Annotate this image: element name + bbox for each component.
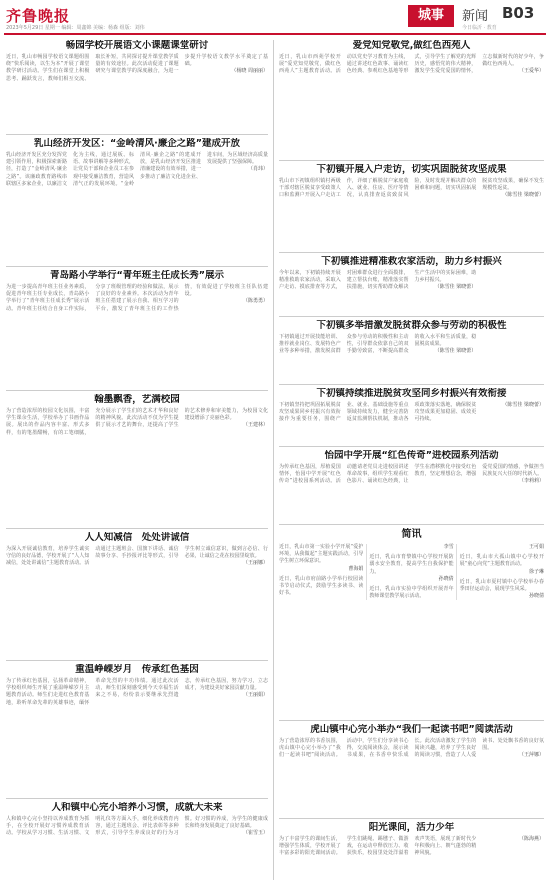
brief-item: 近日，乳山市第一实验小学开展“爱护环境，从我做起”主题实践活动，引导学生树立环保意识。 曹海娟 <box>279 544 364 572</box>
masthead-meta: 2023年5月29日 星期一 编辑：周鑫锦 美编：杨森 组版：刘伟 <box>6 25 145 31</box>
article-title: 下初镇持续推进脱贫攻坚同乡村振兴有效衔接 <box>316 388 507 399</box>
article-author: （王萍娜） <box>518 752 544 759</box>
article <box>279 164 544 250</box>
brief-item: 近日，乳山市大孤山镇中心学校开展“童心向党”主题教育活动。 徐子琳 <box>459 554 544 575</box>
article-author: （陈雪佳 梁晓蕾） <box>502 402 544 408</box>
news-briefs <box>279 528 544 718</box>
page-number: B03 <box>502 4 535 22</box>
article-body: 乳山经济开发区充分发挥党建引领作用，积极探索新路径，打造了“金岭清风·廉企之路”。该廉政教育路线串联辖区多家企业，以廉洁文化为主线，通过展板、标语、故事讲解等多种形式，让党员干部和企业员工在参观中接受廉洁教育，营造风清气正的发展环境。“金岭清风·廉企之路”的建成开放，是乳山经济开发区推进清廉建设的有效举措，进一步推动了廉洁文化进企业、进车间，为区域经济高质量发展提供了坚强保障。 （肖玮） <box>6 152 268 187</box>
article-title: 畅园学校开展语文小课题课堂研讨 <box>65 40 209 51</box>
article-title: 爱党知党敬党,做红色西苑人 <box>352 40 471 51</box>
edition-label: 新闻 <box>462 9 489 24</box>
article-author: （王丽娜） <box>242 560 268 567</box>
column-divider <box>273 40 274 880</box>
article <box>279 256 544 314</box>
article <box>6 138 268 264</box>
article-body: 下初镇坚持把巩固拓展脱贫攻坚成果同乡村振兴有效衔接作为重要任务，围绕产业、就业、基础设施等重点领域持续发力，健全完善防返贫监测帮扶机制，推动各项政策落实落地，确保脱贫攻坚成果更加稳固、成效更可持续。 （陈雪佳 梁晓蕾） <box>279 402 544 423</box>
article-author: （陈雪佳 梁晓蕾） <box>502 192 544 199</box>
briefs-header: 简讯 <box>401 529 422 540</box>
article <box>279 320 544 382</box>
article-divider <box>6 798 268 799</box>
article-title: 人人知减信 处处讲诚信 <box>84 532 190 543</box>
article <box>279 450 544 522</box>
article-author: （崔雪玉） <box>242 830 268 837</box>
article <box>6 532 268 658</box>
article-body: 为了营造浓厚的书香氛围，虎山镇中心完小举办了“我们一起读书吧”阅读活动。活动中，学生们分享读书心得，交流阅读体会，展示读书成果，在书香中快乐成长。此次活动激发了学生的阅读兴趣，培养了学生良好的阅读习惯，营造了人人爱读书、处处飘书香的良好氛围。 （王萍娜） <box>279 738 544 759</box>
article-title: 青岛路小学举行“青年班主任成长秀”展示 <box>50 270 224 281</box>
article-title: 重温峥嵘岁月 传承红色基因 <box>75 664 199 675</box>
article-body: 为了传承红色基因，弘扬革命精神，学校组织师生开展了重温峥嵘岁月主题教育活动。师生们走进红色教育基地，聆听革命先辈的英雄事迹，缅怀革命先烈的丰功伟绩。通过此次活动，师生们深刻感受到今天幸福生活来之不易，纷纷表示要继承先烈遗志，传承红色基因，努力学习，立志成才，为建设美好家园贡献力量。 （王丽娟） <box>6 678 268 706</box>
article-divider <box>279 316 544 317</box>
article <box>279 40 544 158</box>
article <box>279 822 544 882</box>
article-author: （杨晓 周丽丽） <box>231 68 268 75</box>
article-author: （王爱华） <box>518 68 544 75</box>
article-divider <box>279 446 544 447</box>
article-title: 人和镇中心完小培养小习惯，成就大未来 <box>51 802 223 813</box>
article-author: （陈海燕） <box>518 836 544 842</box>
article <box>6 664 268 796</box>
article-title: 乳山经济开发区：“金岭清风·廉企之路”建成开放 <box>33 138 241 149</box>
article <box>6 270 268 388</box>
article-divider <box>6 528 268 529</box>
article-body: 近日，乳山市畅园学校语文课题组围绕“快乐阅读，以生为本”开展了课堂教学研讨活动。学生们在课堂上积极思考、踊跃发言，教师们相互交流、取长补短，共同探讨提升课堂教学质量的有效途径。此次活动促进了课题研究与课堂教学的深度融合，为进一步提升学校语文教学水平奠定了基础。 （杨晓 周丽丽） <box>6 54 268 82</box>
article-divider <box>279 720 544 721</box>
article-title: 下初镇多举措激发脱贫群众参与劳动的积极性 <box>316 320 507 331</box>
article-body: 人和镇中心完小坚持以养成教育为抓手，在全校开展好习惯养成教育活动。学校从学习习惯、生活习惯、文明礼仪等方面入手，细化养成教育内容，通过主题班会、评比表彰等多种形式，引导学生养成良好的行为习惯。好习惯的养成，为学生的健康成长和终身发展奠定了良好基础。 （崔雪玉） <box>6 816 268 837</box>
article-divider <box>6 390 268 391</box>
article-divider <box>279 384 544 385</box>
article-author: （陈雪佳 梁晓蕾） <box>434 284 477 291</box>
article <box>6 802 268 882</box>
article-divider <box>6 134 268 135</box>
article-author: （李莉莉） <box>518 478 544 485</box>
article-title: 虎山镇中心完小举办“我们一起读书吧”阅读活动 <box>310 724 513 735</box>
article-body: 乳山市下初镇组织镇村两级干部对辖区脱贫享受政策人口和监测户开展入户走访工作，详细了解脱贫户家庭收入、就业、住房、医疗等情况，认真排查返贫致贫风险，及时发现并解决群众的困难和问题，切实巩固拓展脱贫攻坚成果，确保不发生规模性返贫。 （陈雪佳 梁晓蕾） <box>279 178 544 199</box>
masthead-subtitle: 今日临沂 · 教育 <box>462 25 497 31</box>
article-divider <box>279 524 544 525</box>
article-body: 为了营造浓厚的校园文化氛围，丰富学生课余生活，学校举办了书画作品展。展出的作品内容丰富、形式多样，有的笔墨酣畅，有的工笔细腻，充分展示了学生们的艺术才华和良好的精神风貌。此次活动不仅为学生提供了展示才艺的舞台，还提高了学生的艺术修养和审美能力，为校园文化建设增添了亮丽色彩。 （王建林） <box>6 408 268 436</box>
article-title: 怡园中学开展“红色传奇”进校园系列活动 <box>324 450 499 461</box>
article-divider <box>6 660 268 661</box>
brief-item: 近日，乳山市育黎镇中心学校开展防溺水安全教育，提高学生自我保护能力。 孙晓倩 <box>369 554 454 582</box>
article <box>279 724 544 816</box>
article-divider <box>6 266 268 267</box>
article <box>6 394 268 526</box>
article-body: 近日，乳山市西苑学校开展“爱党知党敬党，做红色西苑人”主题教育活动。活动以党史学习教育为主线，通过讲述红色故事、诵读红色经典、参观红色基地等形式，引导学生了解党的光辉历史，感悟党的伟大精神，激发学生爱党爱国的情怀，立志做新时代的好少年，争做红色西苑人。 （王爱华） <box>279 54 544 75</box>
article-title: 翰墨飘香，艺满校园 <box>94 394 180 405</box>
article-body: 下初镇通过开展技能培训、推荐就业岗位、发展特色产业等多种举措，激发脱贫群众参与劳动的积极性和主动性，引导群众依靠自己的双手勤劳致富，不断提高群众的收入水平和生活质量，稳固脱贫成果。 （陈雪佳 梁晓蕾） <box>279 334 477 355</box>
article-title: 下初镇推进精准救农家活动，助力乡村振兴 <box>321 256 502 267</box>
article-title: 阳光课间，活力少年 <box>368 822 455 833</box>
article-body: 为进一步提高青年班主任业务素质，促进青年班主任专业成长，青岛路小学举行了“青年班主任成长秀”展示活动。青年班主任结合自身工作实际，分享了班级管理的经验和做法，展示了良好的专业素养。本次活动为青年班主任搭建了展示自我、相互学习的平台，激发了青年班主任的工作热情，有效促进了学校班主任队伍建设。 （陈勇勇） <box>6 284 268 312</box>
newspaper-logo: 齐鲁晚报 <box>6 7 71 25</box>
article-author: （陈雪佳 梁晓蕾） <box>434 348 477 355</box>
section-badge: 城事 <box>408 5 454 27</box>
article-author: （王建林） <box>242 422 268 429</box>
article-divider <box>279 818 544 819</box>
masthead <box>0 0 550 34</box>
article-author: （肖玮） <box>247 166 268 173</box>
briefs-list <box>279 544 544 600</box>
article-author: （王丽娟） <box>242 692 268 699</box>
article-body: 为传承红色基因，厚植爱国情怀，怡园中学开展“红色传奇”进校园系列活动。活动邀请老党员走进校园讲述革命故事，组织学生观看红色影片、诵读红色经典，让学生在潜移默化中接受红色教育，坚定理想信念，增强爱党爱国的情感，争做担当民族复兴大任的时代新人。 （李莉莉） <box>279 464 544 485</box>
article <box>279 388 544 444</box>
article-body: 为深入开展诚信教育，培养学生诚实守信的良好品德，学校开展了“人人知减信，处处讲诚信”主题教育活动。活动通过主题班会、国旗下讲话、诚信故事分享、手抄报评比等形式，引导学生树立诚信意识，做到言必信、行必果，让诚信之花在校园里绽放。 （王丽娜） <box>6 546 268 567</box>
brief-item: 近日，乳山市府前路小学举行校园读书节启动仪式，鼓励学生多读书、读好书。 李雪 <box>279 544 454 597</box>
article-divider <box>279 252 544 253</box>
article-body: 为了丰富学生的课间生活，增强学生体质，学校开展了丰富多彩的阳光课间活动。学生们跳绳、踢毽子、做游戏，在运动中释放压力、收获快乐，校园里处处洋溢着欢声笑语，展现了新时代少年积极向上、朝气蓬勃的精神风貌。 （陈海燕） <box>279 836 544 857</box>
article-title: 下初镇开展入户走访，切实巩固脱贫攻坚成果 <box>316 164 507 175</box>
article <box>6 40 268 132</box>
brief-item: 近日，乳山市实验中学组织开展青年教师课堂教学展示活动。 王可娟 <box>369 544 544 600</box>
article-body: 今年以来，下初镇持续开展精准救助农家活动，采取入户走访、摸底排查等方式，对困难群众进行全面摸排，建立帮扶台账，精准落实帮扶措施，切实帮助群众解决生产生活中的实际困难，助力乡村振兴。 （陈雪佳 梁晓蕾） <box>279 270 477 291</box>
article-author: （陈勇勇） <box>242 298 268 305</box>
brief-item: 近日，乳山市夏村镇中心学校举办春季田径运动会，展现学生风采。 孙晓倩 <box>459 578 544 600</box>
masthead-rule <box>4 33 546 35</box>
article-divider <box>279 160 544 161</box>
